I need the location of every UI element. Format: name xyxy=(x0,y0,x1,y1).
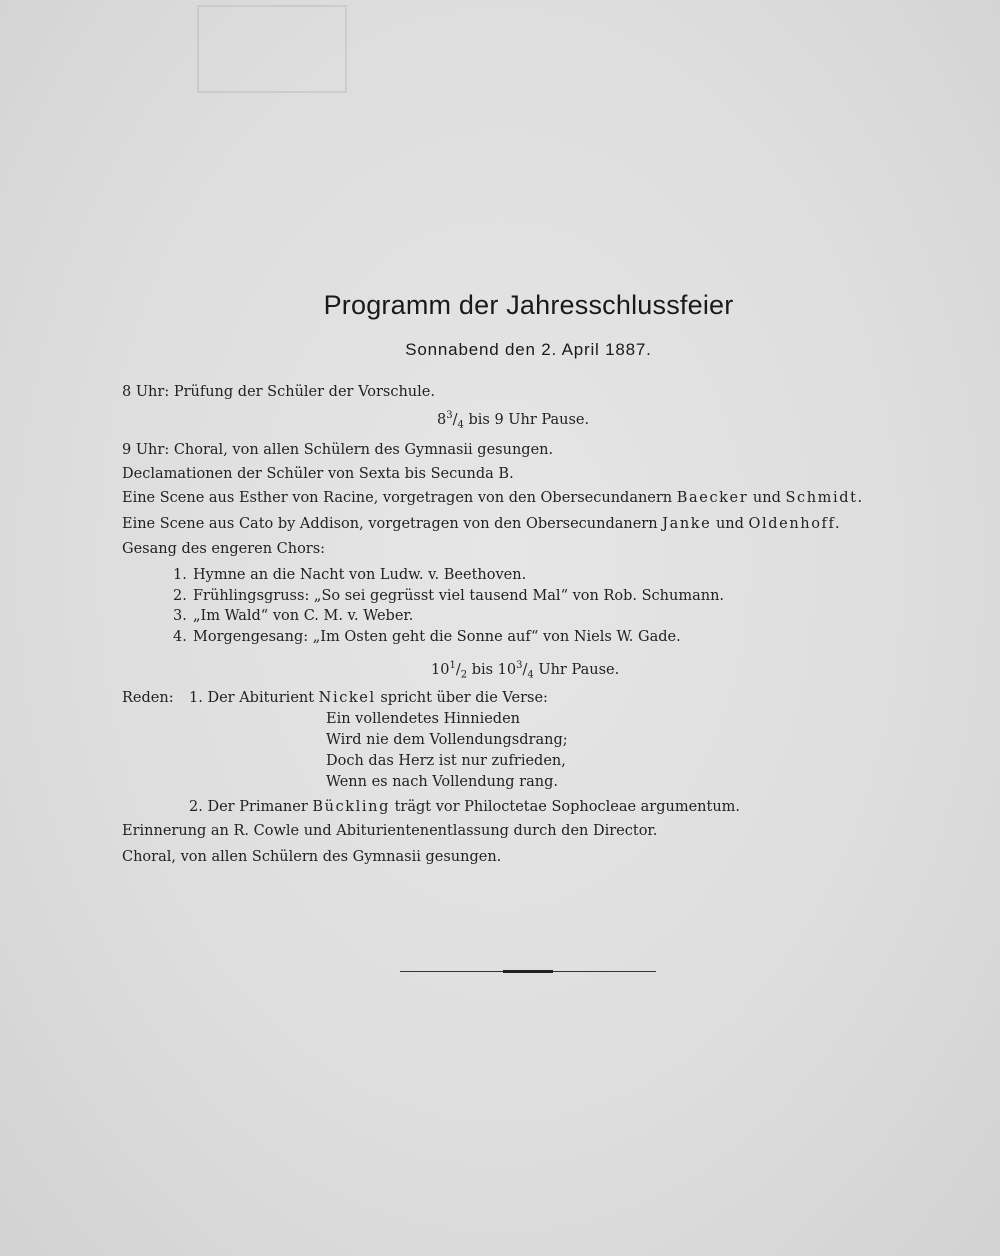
schedule-line-choral-end: Choral, von allen Schülern des Gymnasii gesungen. xyxy=(122,849,502,865)
reden-item-2: 2. Der Primaner Bückling trägt vor Philoctetae Sophocleae argumentum. xyxy=(189,799,741,815)
library-stamp xyxy=(197,5,347,93)
schedule-line-cato: Eine Scene aus Cato by Addison, vorgetragen von den Obersecundanern Janke und Oldenhoff. xyxy=(122,516,842,532)
verse-line: Wenn es nach Vollendung rang. xyxy=(326,774,558,790)
schedule-line-erinnerung: Erinnerung an R. Cowle und Abiturientenentlassung durch den Director. xyxy=(122,823,658,839)
chor-item: 3. „Im Wald“ von C. M. v. Weber. xyxy=(173,608,414,624)
page-title: Programm der Jahresschlussfeier xyxy=(323,290,734,320)
chor-item: 4. Morgengesang: „Im Osten geht die Sonne auf“ von Niels W. Gade. xyxy=(173,629,681,645)
chor-item: 1. Hymne an die Nacht von Ludw. v. Beethoven. xyxy=(173,567,527,583)
schedule-line-vorschule: 8 Uhr: Prüfung der Schüler der Vorschule. xyxy=(122,384,435,400)
schedule-line-choral: 9 Uhr: Choral, von allen Schülern des Gymnasii gesungen. xyxy=(122,442,554,458)
schedule-line-gesang: Gesang des engeren Chors: xyxy=(122,541,326,557)
chor-item: 2. Frühlingsgruss: „So sei gegrüsst viel tausend Mal“ von Rob. Schumann. xyxy=(173,588,725,604)
verse-line: Wird nie dem Vollendungsdrang; xyxy=(326,732,568,748)
pause-line-1: $8^3/_4$ bis 9 Uhr Pause. xyxy=(437,410,590,431)
schedule-line-declamationen: Declamationen der Schüler von Sexta bis Secunda B. xyxy=(122,466,514,482)
divider-rule-center xyxy=(503,970,553,973)
reden-label: Reden: xyxy=(122,690,174,706)
schedule-line-esther: Eine Scene aus Esther von Racine, vorgetragen von den Obersecundanern Baecker und Schmidt. xyxy=(122,490,864,506)
pause-line-2: $10^1/_2$ bis $10^3/_4$ Uhr Pause. xyxy=(431,660,620,681)
verse-line: Doch das Herz ist nur zufrieden, xyxy=(326,753,566,769)
verse-line: Ein vollendetes Hinnieden xyxy=(326,711,520,727)
event-date: Sonnabend den 2. April 1887. xyxy=(405,340,652,359)
reden-item-1: 1. Der Abiturient Nickel spricht über die Verse: xyxy=(189,690,548,706)
